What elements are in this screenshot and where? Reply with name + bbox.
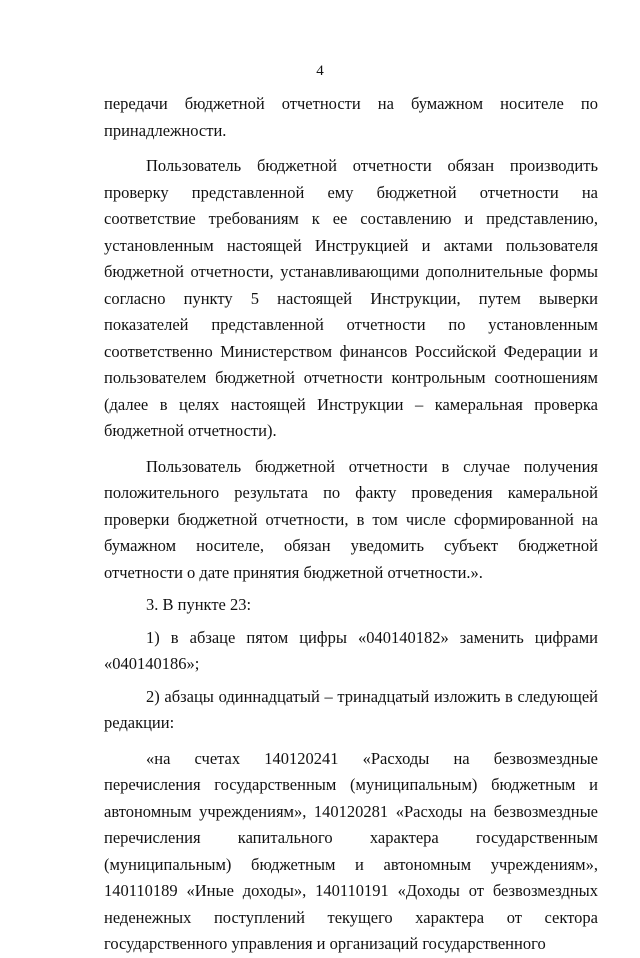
paragraph-user-notification: Пользователь бюджетной отчетности в случае получения положительного результата по факту проведения камеральной проверки бюджетной отчетности, в том числе сформированной на бумажном носителе, обязан уведомить субъект бюджетной отчетности о дате принятия бюджетной отчетности.».: [104, 456, 598, 582]
paragraph-quoted-accounts: «на счетах 140120241 «Расходы на безвозмездные перечисления государственным (муниципальным) бюджетным и автономным учреждениям», 140120281 «Расходы на безвозмездные перечисления капитального характера государственным (муниципальным) бюджетным и автономным учреждениям», 140110189 «Иные доходы», 140110191 «Доходы от безвозмездных неденежных поступлений текущего характера от сектора государственного управления и организаций государственного: [104, 748, 598, 953]
paragraph-continuation: передачи бюджетной отчетности на бумажном носителе по принадлежности.: [104, 94, 598, 140]
page-number: 4: [316, 63, 324, 79]
paragraph-item-1: 1) в абзаце пятом цифры «040140182» заменить цифрами «040140186»;: [104, 627, 598, 673]
paragraph-clause-23: 3. В пункте 23:: [146, 595, 252, 614]
paragraph-user-verification: Пользователь бюджетной отчетности обязан производить проверку представленной ему бюджетной отчетности на соответствие требованиям к ее составлению и представлению, установленным настоящей Инструкцией и актами пользователя бюджетной отчетности, устанавливающими дополнительные формы согласно пункту 5 настоящей Инструкции, путем выверки показателей представленной отчетности по установленным соответственно Министерством финансов Российской Федерации и пользователем бюджетной отчетности контрольным соотношениям (далее в целях настоящей Инструкции – камеральная проверка бюджетной отчетности).: [104, 156, 598, 440]
paragraph-item-2: 2) абзацы одиннадцатый – тринадцатый изложить в следующей редакции:: [104, 686, 598, 732]
document-body: [104, 91, 598, 958]
